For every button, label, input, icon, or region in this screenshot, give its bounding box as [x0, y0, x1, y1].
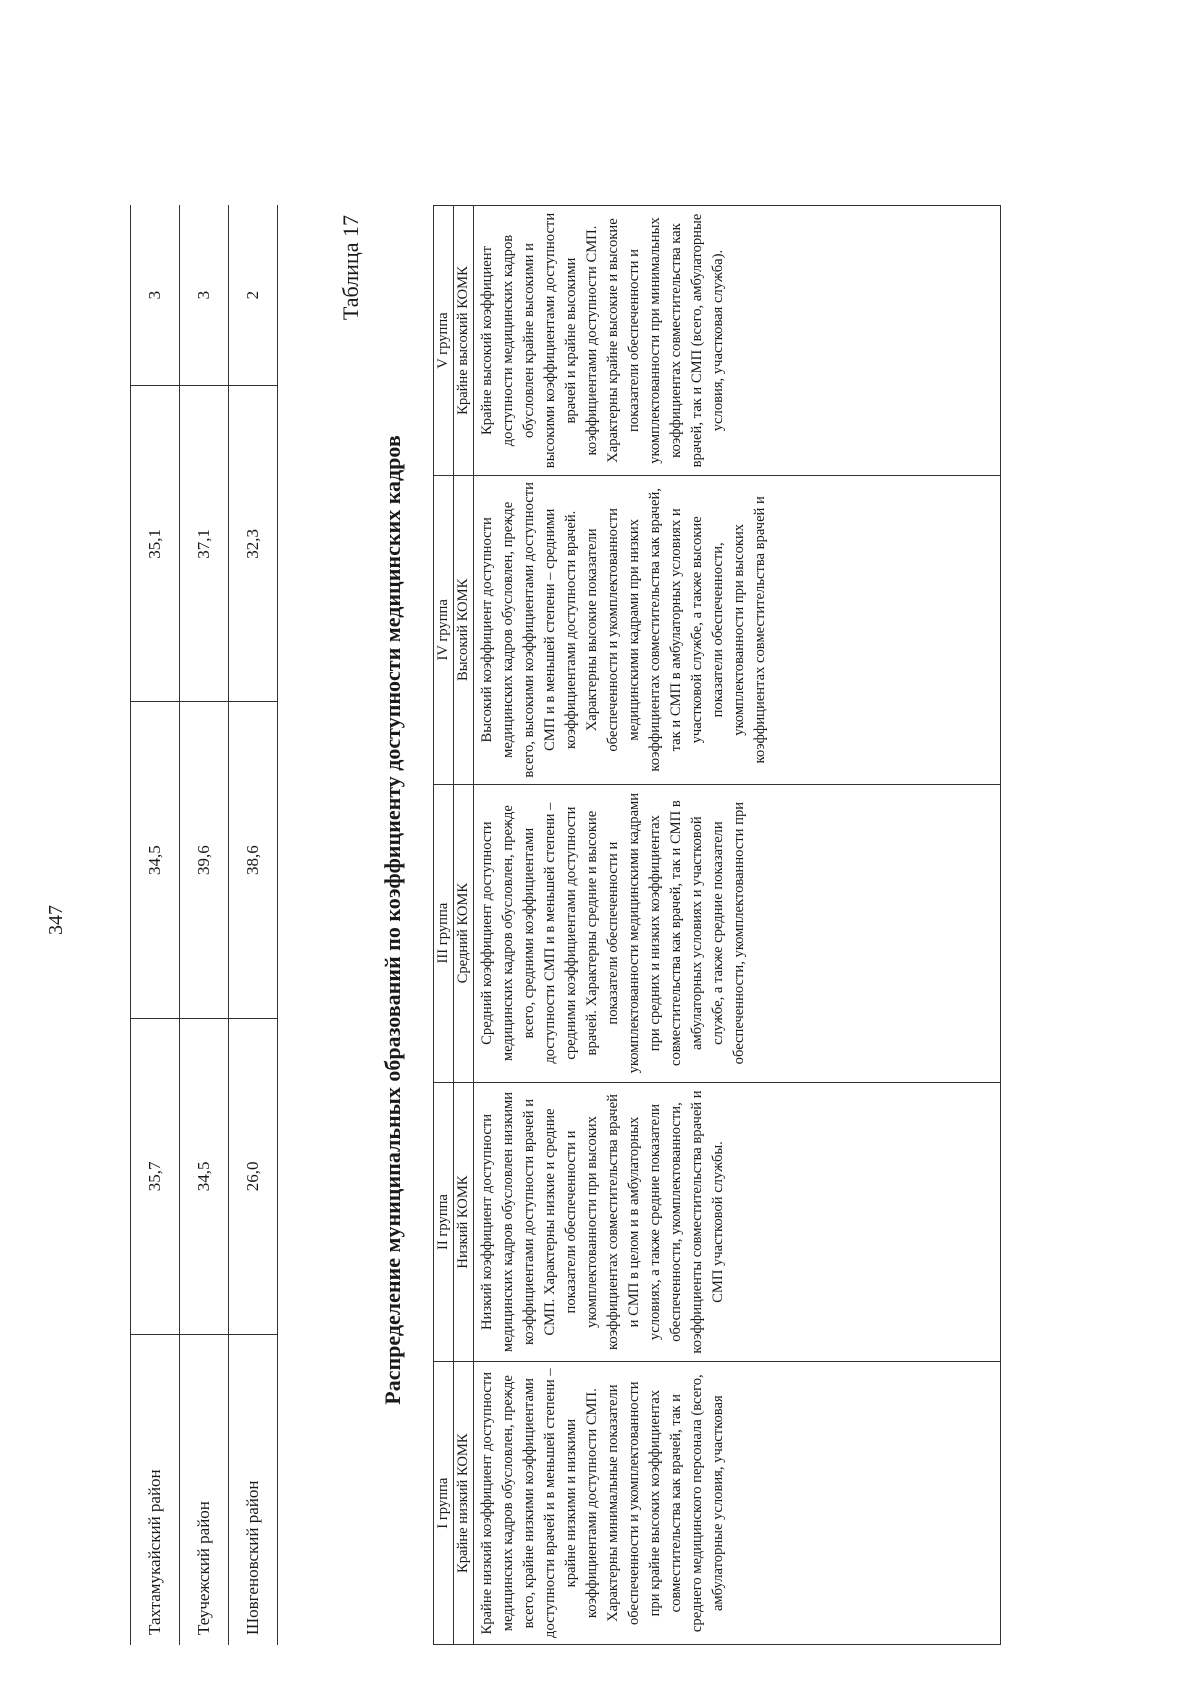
- group-level: Крайне высокий КОМК: [454, 206, 474, 476]
- table-label: Таблица 17: [338, 215, 363, 321]
- value-cell: 34,5: [180, 1018, 229, 1334]
- group-level-row: [454, 206, 474, 1645]
- group-header-row: [434, 206, 454, 1645]
- district-name: Тахтамукайский район: [131, 1335, 180, 1646]
- group-description: Высокий коэффициент доступности медицинских кадров обусловлен, прежде всего, высокими коэффициентами доступности СМП и в меньшей степени – средними коэффициентами доступности врачей. Характерны высокие показатели обеспеченности и укомплектованности медицинскими кадрами при низких коэффициентах совместительства как врачей, так и СМП в амбулаторных условиях и участковой службе, а также высокие показатели обеспеченности, укомплектованности при высоких коэффициентах совместительства врачей и: [479, 482, 768, 778]
- group-description-cell: [474, 1082, 1001, 1362]
- value-cell: 34,5: [131, 702, 180, 1018]
- value-cell: 35,7: [131, 1018, 180, 1334]
- group-description-cell: [474, 784, 1001, 1082]
- group-name: II группа: [434, 1082, 454, 1362]
- group-name: IV группа: [434, 476, 454, 785]
- value-cell: 38,6: [229, 702, 278, 1018]
- group-description-row: [474, 206, 1001, 1645]
- group-description: Средний коэффициент доступности медицинских кадров обусловлен, прежде всего, средними коэффициентами доступности СМП и в меньшей степени – средними коэффициентами доступности врачей. Характерны средние и высокие показатели обеспеченности и укомплектованности медицинскими кадрами при средних и низких коэффициентах совместительства как врачей, так и СМП в амбулаторных условиях и участковой службе, а также средние показатели обеспеченности, укомплектованности при: [479, 792, 747, 1074]
- value-cell: 35,1: [131, 386, 180, 702]
- group-name: I группа: [434, 1362, 454, 1645]
- group-name: V группа: [434, 206, 454, 476]
- group-description: Низкий коэффициент доступности медицинских кадров обусловлен низкими коэффициентами доступности врачей и СМП. Характерны низкие и средние показатели обеспеченности и укомплектованности при высоких коэффициентах совместительства врачей и СМП в целом и в амбулаторных условиях, а также средние показатели обеспеченности, укомплектованности, коэффициенты совместительства врачей и СМП участковой службы.: [479, 1090, 726, 1354]
- district-name: Теучежский район: [180, 1335, 229, 1646]
- rotated-content: [45, 185, 1080, 1655]
- value-cell: 2: [229, 205, 278, 386]
- value-cell: 26,0: [229, 1018, 278, 1334]
- group-level: Средний КОМК: [454, 784, 474, 1082]
- district-name: Шовгеновский район: [229, 1335, 278, 1646]
- group-description-cell: [474, 1362, 1001, 1645]
- group-level: Высокий КОМК: [454, 476, 474, 785]
- group-level: Низкий КОМК: [454, 1082, 474, 1362]
- group-description-cell: [474, 206, 1001, 476]
- district-values-table: [130, 205, 278, 1645]
- page-number: 347: [45, 905, 67, 935]
- table-row: [180, 205, 229, 1645]
- table-title: Распределение муниципальных образований по коэффициенту доступности медицинских кадров: [380, 435, 405, 1405]
- group-description-cell: [474, 476, 1001, 785]
- value-cell: 39,6: [180, 702, 229, 1018]
- group-level: Крайне низкий КОМК: [454, 1362, 474, 1645]
- value-cell: 3: [180, 205, 229, 386]
- group-description: Крайне высокий коэффициент доступности медицинских кадров обусловлен крайне высокими и высокими коэффициентами доступности врачей и крайне высокими коэффициентами доступности СМП. Характерны крайне высокие и высокие показатели обеспеченности и укомплектованности при минимальных коэффициентах совместительства как врачей, так и СМП (всего, амбулаторные условия, участковая служба).: [479, 212, 726, 469]
- value-cell: 32,3: [229, 386, 278, 702]
- groups-table: [433, 205, 1001, 1645]
- value-cell: 37,1: [180, 386, 229, 702]
- group-description: Крайне низкий коэффициент доступности медицинских кадров обусловлен, прежде всего, крайне низкими коэффициентами доступности врачей и в меньшей степени – крайне низкими и низкими коэффициентами доступности СМП. Характерны минимальные показатели обеспеченности и укомплектованности при крайне высоких коэффициентах совместительства как врачей, так и среднего медицинского персонала (всего, амбулаторные условия, участковая: [479, 1368, 726, 1638]
- value-cell: 3: [131, 205, 180, 386]
- table-row: [229, 205, 278, 1645]
- table-row: [131, 205, 180, 1645]
- group-name: III группа: [434, 784, 454, 1082]
